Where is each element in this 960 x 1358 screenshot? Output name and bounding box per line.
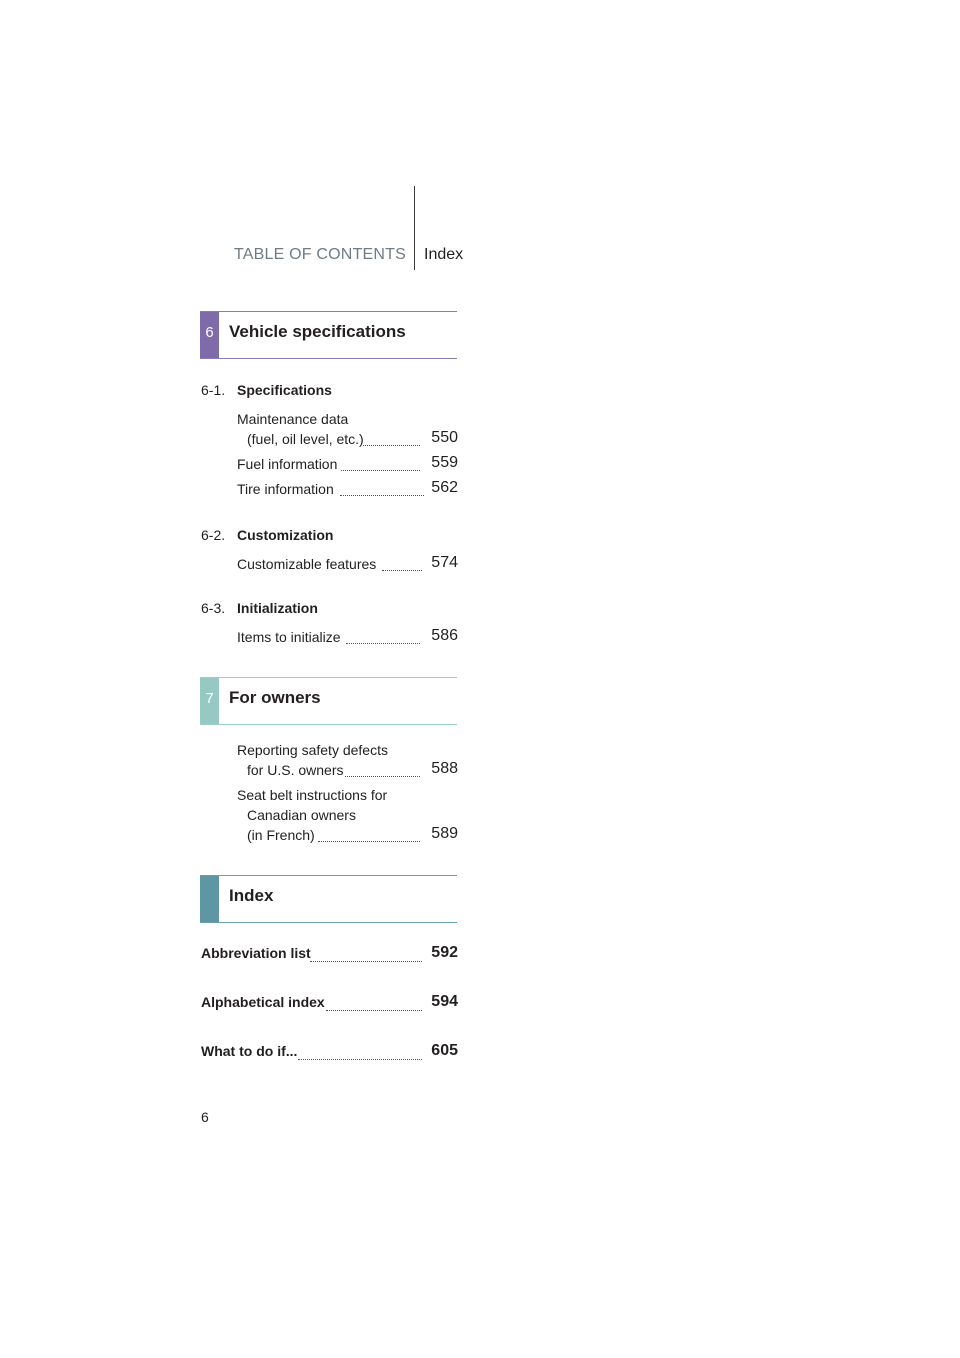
dot-leader <box>346 642 420 644</box>
page-ref[interactable]: 562 <box>431 479 458 496</box>
toc-entry-seat-belt-instructions[interactable]: Seat belt instructions for <box>237 787 388 803</box>
dot-leader <box>318 840 420 842</box>
toc-entry-maintenance-data[interactable]: Maintenance data <box>237 411 349 427</box>
dot-leader <box>326 1009 422 1011</box>
index-entry-alphabetical-index[interactable]: Alphabetical index <box>201 994 325 1010</box>
dot-leader <box>340 494 424 496</box>
section-7-header[interactable] <box>200 677 457 725</box>
subsection-title-initialization[interactable]: Initialization <box>237 600 318 616</box>
page-number: 6 <box>201 1109 209 1125</box>
index-entry-abbreviation-list[interactable]: Abbreviation list <box>201 945 311 961</box>
toc-entry-reporting-safety-defects[interactable]: Reporting safety defects <box>237 742 388 758</box>
page-ref[interactable]: 594 <box>431 993 458 1010</box>
table-of-contents-link[interactable]: TABLE OF CONTENTS <box>234 246 407 263</box>
dot-leader <box>363 444 420 446</box>
toc-entry-items-to-initialize[interactable]: Items to initialize <box>237 629 341 645</box>
section-7-title: For owners <box>229 688 321 707</box>
dot-leader <box>310 960 422 962</box>
index-tab <box>200 876 219 922</box>
dot-leader <box>382 569 422 571</box>
section-6-header[interactable] <box>200 311 457 359</box>
index-section-title: Index <box>229 886 274 905</box>
section-7-number: 7 <box>205 690 214 707</box>
page-ref[interactable]: 550 <box>431 429 458 446</box>
toc-entry-seat-belt-instructions-line2[interactable]: Canadian owners <box>247 807 356 823</box>
dot-leader <box>341 469 420 471</box>
index-entry-what-to-do-if[interactable]: What to do if... <box>201 1043 298 1059</box>
subsection-title-customization[interactable]: Customization <box>237 527 334 543</box>
subsection-number: 6-1. <box>201 382 226 398</box>
page-ref[interactable]: 589 <box>431 825 458 842</box>
toc-entry-seat-belt-instructions-line3[interactable]: (in French) <box>247 827 315 843</box>
subsection-number: 6-3. <box>201 600 226 616</box>
section-6-number: 6 <box>205 324 214 341</box>
index-section-header[interactable] <box>200 875 457 923</box>
toc-entry-customizable-features[interactable]: Customizable features <box>237 556 377 572</box>
subsection-title-specifications[interactable]: Specifications <box>237 382 332 398</box>
section-6-title: Vehicle specifications <box>229 322 406 341</box>
index-link[interactable]: Index <box>424 246 464 263</box>
page-ref[interactable]: 588 <box>431 760 458 777</box>
header-divider <box>414 186 415 270</box>
page-ref[interactable]: 559 <box>431 454 458 471</box>
dot-leader <box>298 1058 422 1060</box>
toc-entry-tire-information[interactable]: Tire information <box>237 481 334 497</box>
page-ref[interactable]: 586 <box>431 627 458 644</box>
dot-leader <box>345 775 420 777</box>
subsection-number: 6-2. <box>201 527 226 543</box>
page-ref[interactable]: 574 <box>431 554 458 571</box>
page-ref[interactable]: 592 <box>431 944 458 961</box>
toc-entry-maintenance-data-line2[interactable]: (fuel, oil level, etc.) <box>247 431 364 447</box>
toc-entry-fuel-information[interactable]: Fuel information <box>237 456 338 472</box>
page-ref[interactable]: 605 <box>431 1042 458 1059</box>
toc-entry-reporting-safety-defects-line2[interactable]: for U.S. owners <box>247 762 344 778</box>
